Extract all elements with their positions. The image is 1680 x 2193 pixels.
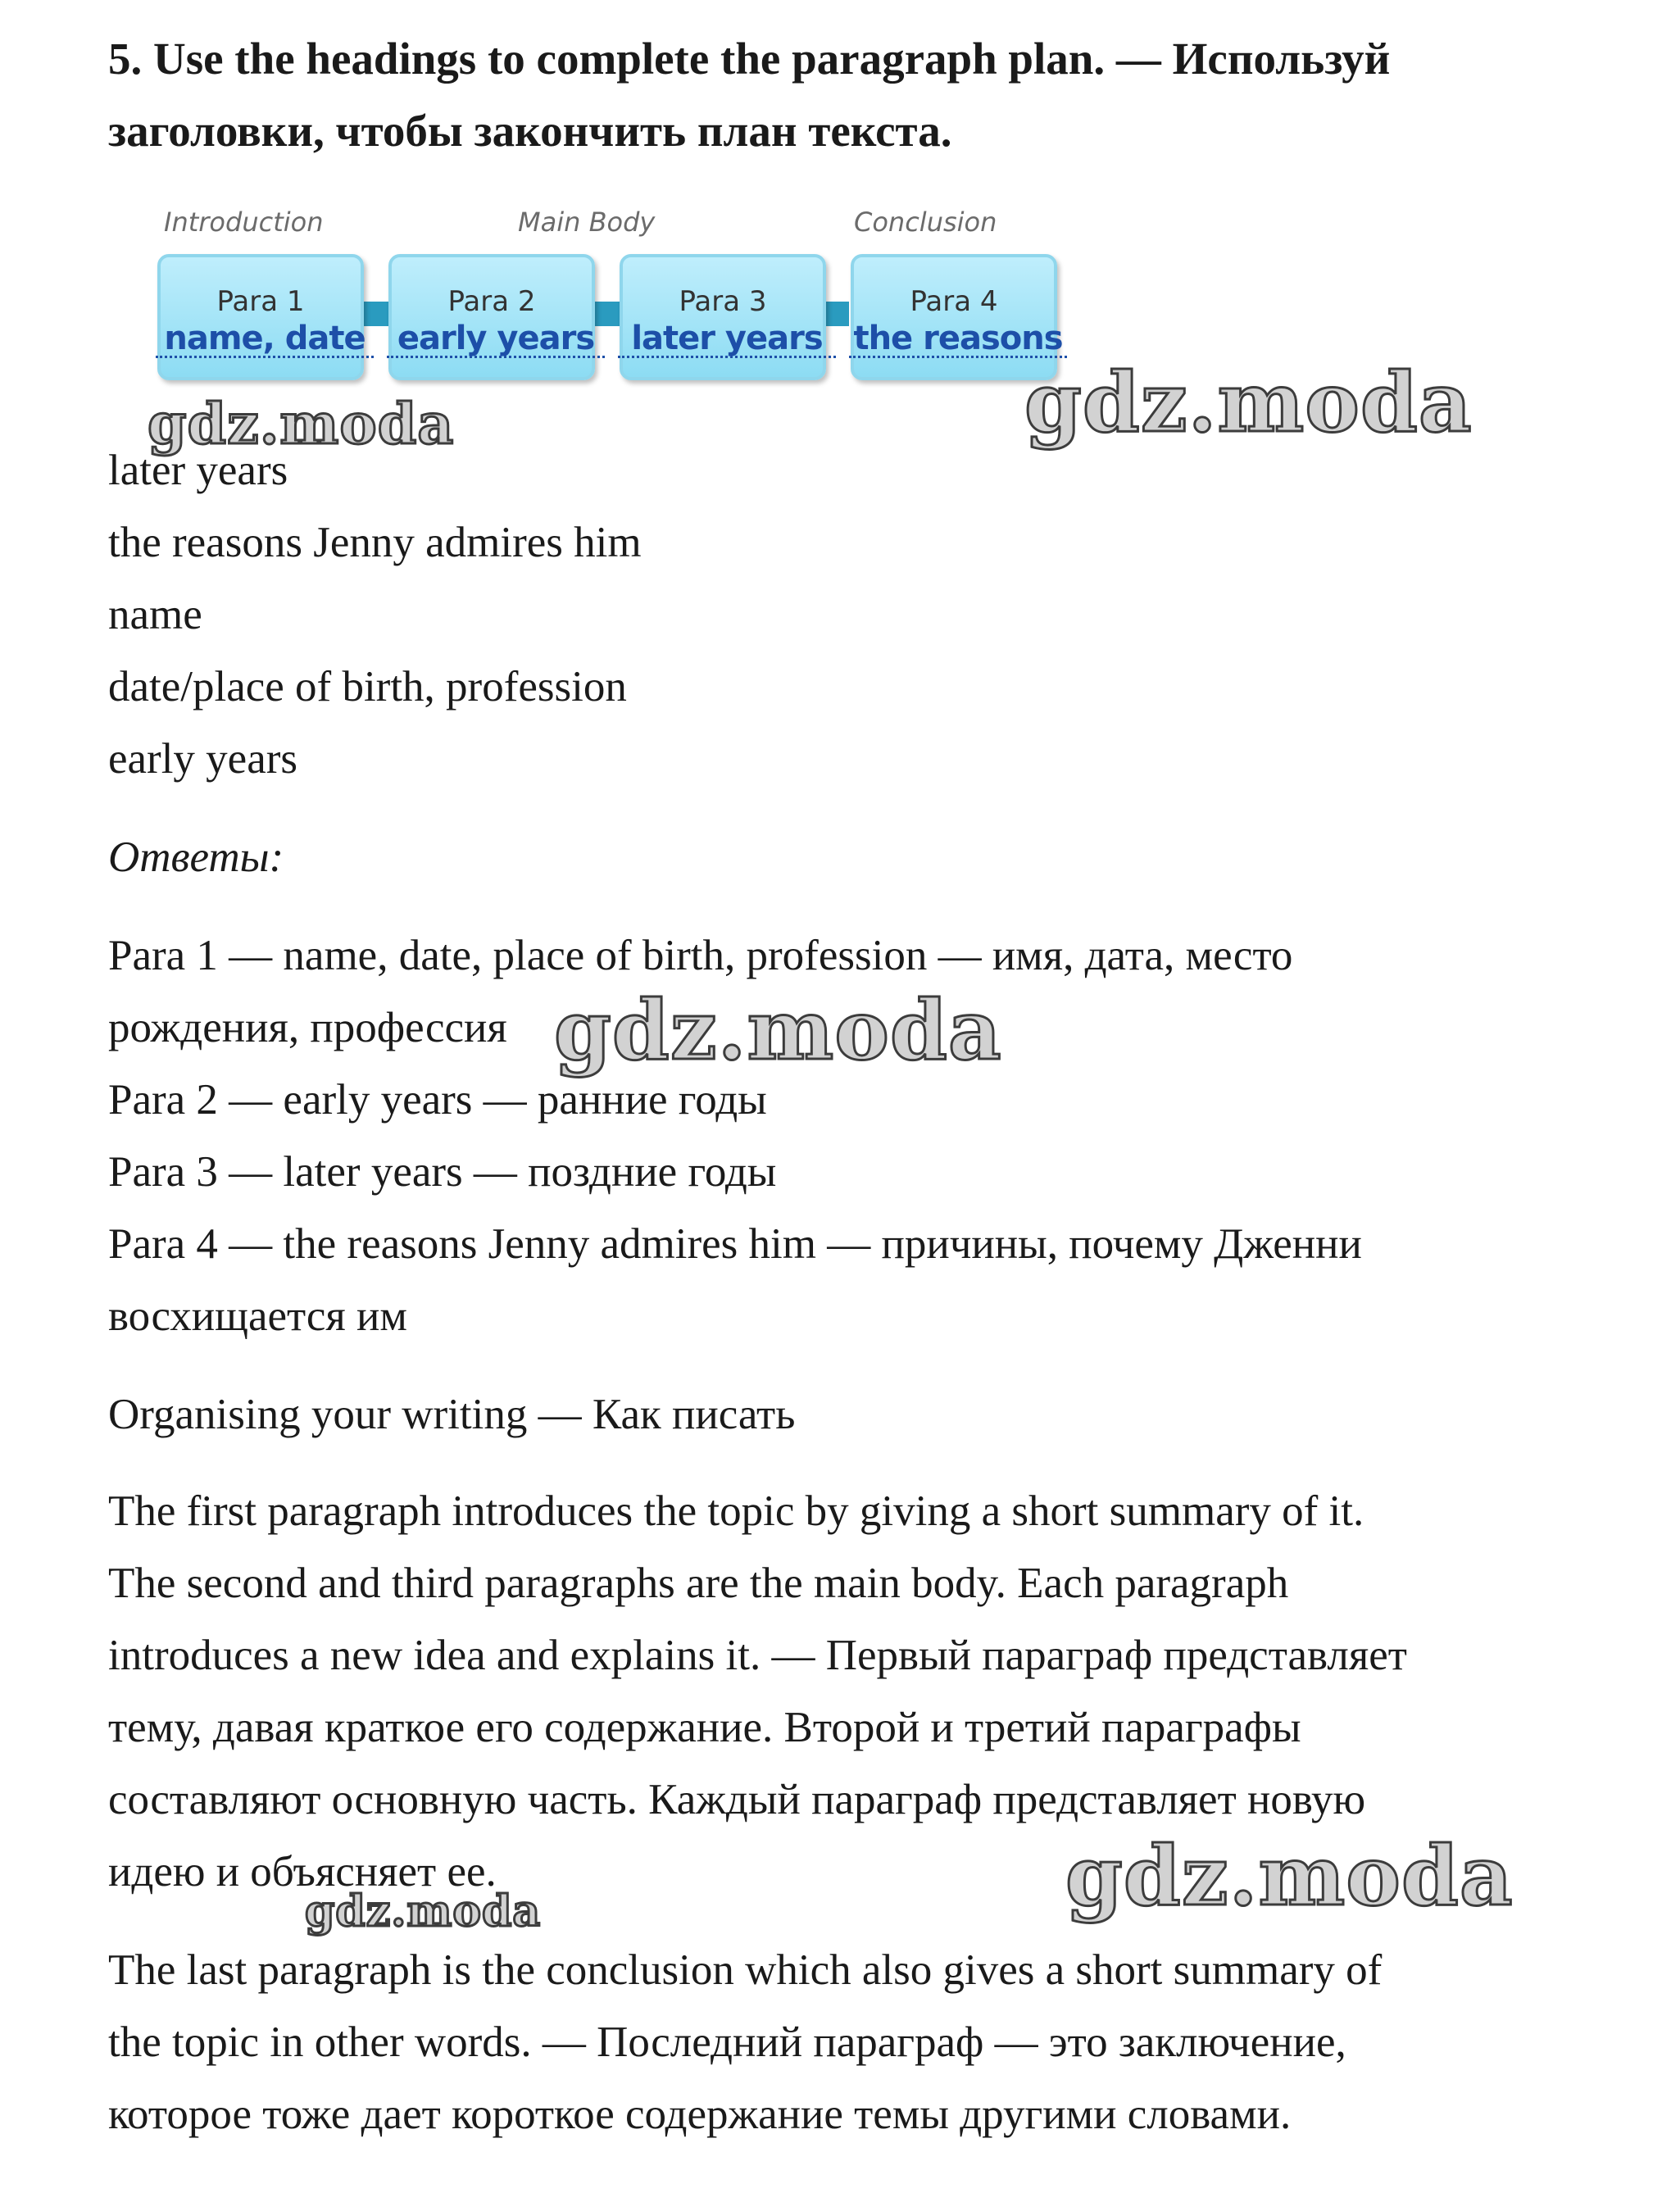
- para-fill-text: early years: [387, 321, 605, 358]
- answer-line: Para 1 — name, date, place of birth, profession — имя, дата, место: [108, 932, 1293, 979]
- answer-line: восхищается им: [108, 1292, 407, 1340]
- task-heading-line-1: 5. Use the headings to complete the paragraph plan. — Используй: [108, 34, 1391, 84]
- watermark: gdz.moda: [1024, 354, 1473, 451]
- heading-item: later years: [108, 447, 288, 494]
- paragraph-line: которое тоже дает короткое содержание темы другими словами.: [108, 2091, 1292, 2138]
- answer-line: Para 2 — early years — ранние годы: [108, 1076, 767, 1124]
- answer-line: Para 4 — the reasons Jenny admires him — причины, почему Дженни: [108, 1220, 1362, 1268]
- para-label: Para 2: [447, 285, 536, 318]
- task-heading-line-2: заголовки, чтобы закончить план текста.: [108, 106, 952, 156]
- heading-item: early years: [108, 735, 297, 783]
- heading-item: the reasons Jenny admires him: [108, 519, 642, 566]
- paragraph-line: The second and third paragraphs are the main body. Each paragraph: [108, 1560, 1289, 1607]
- para-box-1: [157, 254, 364, 380]
- paragraph-line: The last paragraph is the conclusion which also gives a short summary of: [108, 1946, 1383, 1994]
- watermark: gdz.moda: [554, 982, 1002, 1078]
- para-label: Para 3: [679, 285, 767, 318]
- section-label-conclusion: Conclusion: [854, 207, 997, 238]
- answers-label: Ответы:: [108, 833, 284, 881]
- section-label-introduction: Introduction: [164, 207, 324, 238]
- task-heading: [108, 23, 1583, 167]
- para-box-3: [620, 254, 826, 380]
- watermark: gdz.moda: [1065, 1828, 1514, 1924]
- paragraph-line: идею и объясняет ее.: [108, 1848, 497, 1896]
- para-fill-text: later years: [618, 321, 836, 358]
- para-label: Para 1: [216, 285, 305, 318]
- para-fill-text: name, date: [156, 321, 374, 358]
- para-fill-text: the reasons: [849, 321, 1067, 358]
- paragraph-line: составляют основную часть. Каждый параграф представляет новую: [108, 1776, 1366, 1823]
- answer-line: Para 3 — later years — поздние годы: [108, 1148, 777, 1196]
- paragraph-line: introduces a new idea and explains it. — Первый параграф представляет: [108, 1632, 1407, 1679]
- paragraph-line: тему, давая краткое его содержание. Второй и третий параграфы: [108, 1704, 1301, 1751]
- paragraph-line: The first paragraph introduces the topic by giving a short summary of it.: [108, 1487, 1364, 1535]
- para-box-2: [388, 254, 595, 380]
- para-label: Para 4: [910, 285, 998, 318]
- organising-heading: Organising your writing — Как писать: [108, 1391, 796, 1438]
- paragraph-line: the topic in other words. — Последний параграф — это заключение,: [108, 2018, 1346, 2066]
- watermark: gdz.moda: [305, 1887, 542, 1936]
- answer-line: рождения, профессия: [108, 1004, 507, 1051]
- section-label-main-body: Main Body: [518, 207, 656, 238]
- heading-item: date/place of birth, profession: [108, 663, 627, 711]
- heading-item: name: [108, 591, 202, 638]
- watermark: gdz.moda: [148, 392, 455, 457]
